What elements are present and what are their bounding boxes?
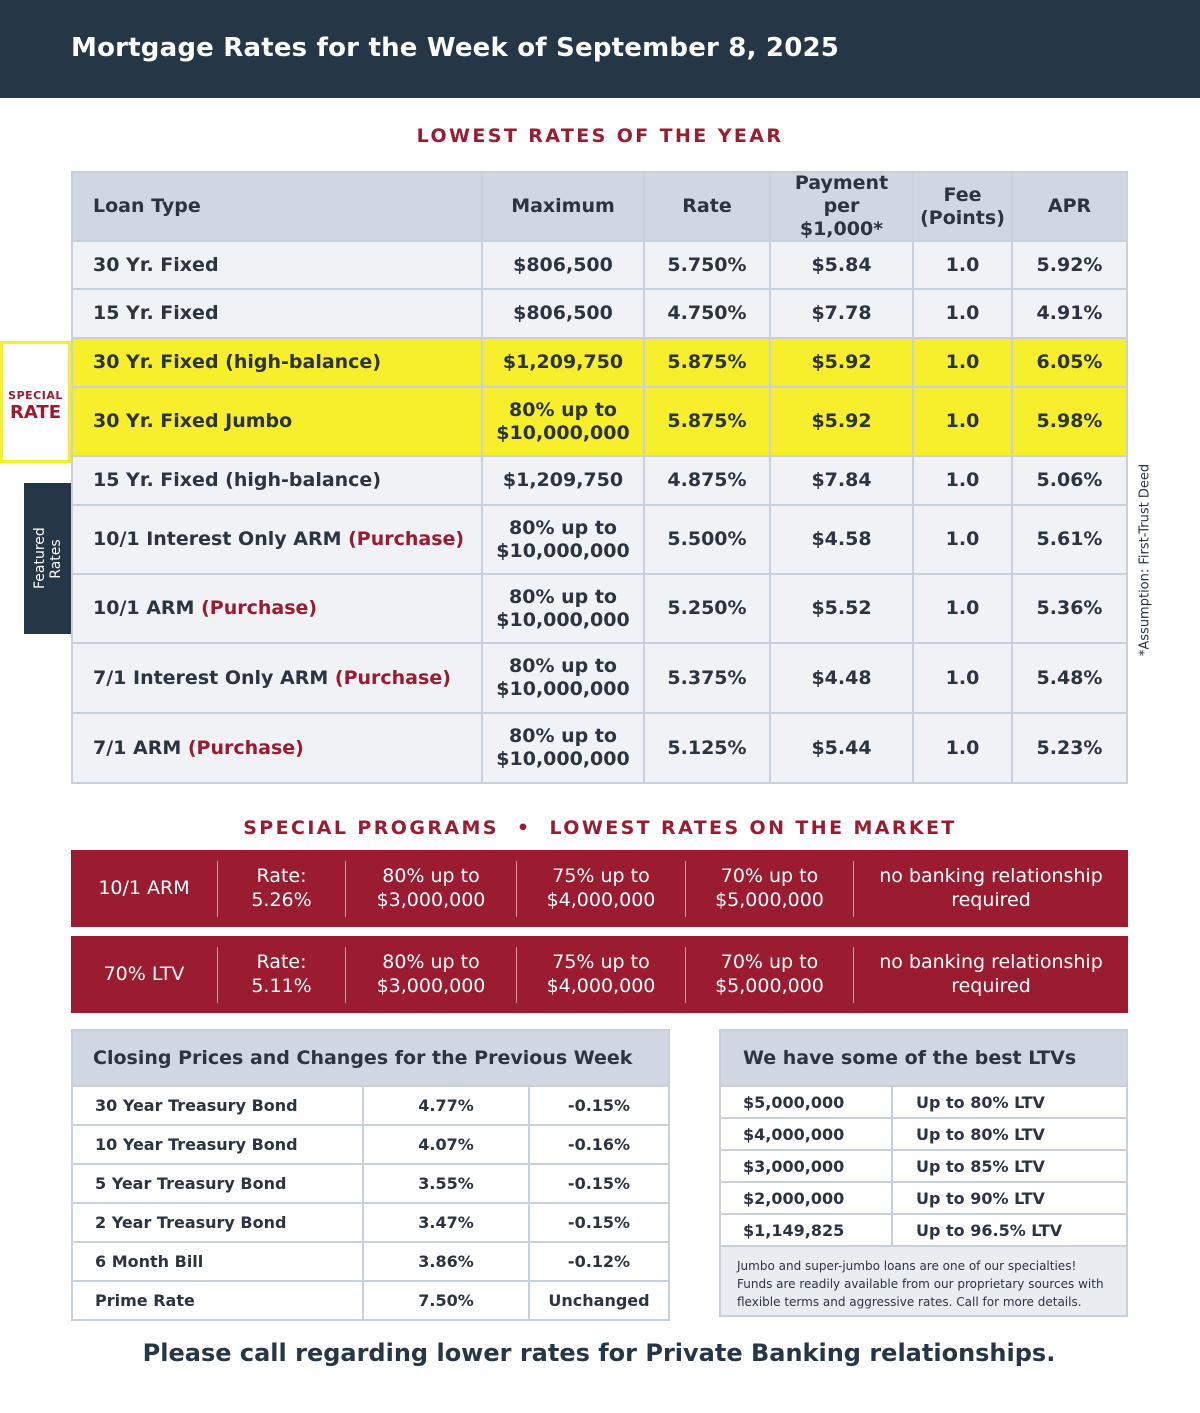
fee: 1.0 <box>912 242 1011 288</box>
page-title: Mortgage Rates for the Week of September 8, 2025 <box>71 33 840 63</box>
maximum: $806,500 <box>481 290 643 337</box>
program-tier: 80% up to $3,000,000 <box>345 861 516 917</box>
loan-amount: $1,149,825 <box>743 1220 845 1240</box>
table-row <box>73 386 1126 455</box>
closing-prices-table <box>71 1029 670 1321</box>
table-row <box>73 1241 668 1280</box>
loan-amount: $2,000,000 <box>743 1188 845 1208</box>
maximum: 80% up to $10,000,000 <box>481 388 643 455</box>
purchase-tag: (Purchase) <box>334 666 451 689</box>
apr: 5.98% <box>1011 388 1126 455</box>
maximum: 80% up to $10,000,000 <box>481 506 643 573</box>
program-name: 10/1 ARM <box>98 876 190 899</box>
program-bar <box>71 936 1128 1013</box>
program-name: 70% LTV <box>103 962 185 985</box>
program-rate: Rate: 5.11% <box>217 947 345 1003</box>
loan-type: 10/1 ARM (Purchase) <box>93 597 318 620</box>
closing-price: 3.47% <box>362 1204 528 1241</box>
purchase-tag: (Purchase) <box>201 597 318 620</box>
program-note: no banking relationship required <box>853 861 1128 917</box>
program-tier: 75% up to $4,000,000 <box>516 861 685 917</box>
instrument-name: 30 Year Treasury Bond <box>95 1096 298 1115</box>
ltv-value: Up to 85% LTV <box>891 1151 1126 1181</box>
table-row <box>73 642 1126 712</box>
payment: $4.58 <box>769 506 912 573</box>
payment: $5.84 <box>769 242 912 288</box>
column-header-loan-type: Loan Type <box>93 195 201 218</box>
instrument-name: 5 Year Treasury Bond <box>95 1174 287 1193</box>
maximum: $1,209,750 <box>481 457 643 504</box>
ltv-title: We have some of the best LTVs <box>721 1031 1126 1085</box>
apr: 5.61% <box>1011 506 1126 573</box>
loan-type: 30 Yr. Fixed (high-balance) <box>93 351 382 374</box>
loan-amount: $3,000,000 <box>743 1156 845 1176</box>
table-row <box>721 1117 1126 1149</box>
payment: $5.52 <box>769 575 912 642</box>
fee: 1.0 <box>912 457 1011 504</box>
instrument-name: 10 Year Treasury Bond <box>95 1135 298 1154</box>
table-row <box>73 1124 668 1163</box>
fee: 1.0 <box>912 506 1011 573</box>
fee: 1.0 <box>912 388 1011 455</box>
weekly-change: -0.16% <box>528 1126 668 1163</box>
table-row <box>73 288 1126 337</box>
table-row <box>73 240 1126 288</box>
table-row <box>73 573 1126 642</box>
weekly-change: Unchanged <box>528 1282 668 1319</box>
maximum: $1,209,750 <box>481 339 643 386</box>
assumption-note: *Assumption: First-Trust Deed <box>1137 463 1153 657</box>
programs-heading: SPECIAL PROGRAMS • LOWEST RATES ON THE MARKET <box>243 817 957 839</box>
table-row <box>73 337 1126 386</box>
loan-type: 7/1 ARM (Purchase) <box>93 736 304 759</box>
fee: 1.0 <box>912 714 1011 782</box>
ltv-note: Jumbo and super-jumbo loans are one of our specialties! Funds are readily available from our proprietary sources with flexible terms and aggressive rates. Call for more details. <box>721 1245 1126 1311</box>
rate: 4.750% <box>643 290 769 337</box>
rate: 5.750% <box>643 242 769 288</box>
payment: $5.92 <box>769 388 912 455</box>
table-row <box>73 1085 668 1124</box>
weekly-change: -0.15% <box>528 1165 668 1202</box>
purchase-tag: (Purchase) <box>187 736 304 759</box>
payment: $4.48 <box>769 644 912 712</box>
apr: 6.05% <box>1011 339 1126 386</box>
table-row <box>721 1181 1126 1213</box>
program-tier: 70% up to $5,000,000 <box>685 947 853 1003</box>
rate: 5.500% <box>643 506 769 573</box>
payment: $5.44 <box>769 714 912 782</box>
weekly-change: -0.15% <box>528 1204 668 1241</box>
column-header-maximum: Maximum <box>481 173 643 240</box>
table-row <box>73 1163 668 1202</box>
rate: 5.875% <box>643 388 769 455</box>
apr: 4.91% <box>1011 290 1126 337</box>
table-row <box>721 1149 1126 1181</box>
closing-prices-title: Closing Prices and Changes for the Previous Week <box>73 1031 668 1085</box>
purchase-tag: (Purchase) <box>348 528 465 551</box>
loan-amount: $4,000,000 <box>743 1124 845 1144</box>
rate: 5.375% <box>643 644 769 712</box>
table-row <box>73 712 1126 782</box>
closing-price: 3.86% <box>362 1243 528 1280</box>
loan-type: 30 Yr. Fixed <box>93 253 219 276</box>
table-row <box>721 1085 1126 1117</box>
closing-price: 7.50% <box>362 1282 528 1319</box>
rates-table-header <box>73 173 1126 240</box>
fee: 1.0 <box>912 644 1011 712</box>
fee: 1.0 <box>912 290 1011 337</box>
apr: 5.48% <box>1011 644 1126 712</box>
table-row <box>73 455 1126 504</box>
payment: $7.78 <box>769 290 912 337</box>
rates-table <box>71 171 1128 784</box>
rate: 4.875% <box>643 457 769 504</box>
fee: 1.0 <box>912 339 1011 386</box>
weekly-change: -0.15% <box>528 1087 668 1124</box>
program-tier: 75% up to $4,000,000 <box>516 947 685 1003</box>
table-row <box>73 1202 668 1241</box>
loan-type: 7/1 Interest Only ARM (Purchase) <box>93 666 451 689</box>
instrument-name: 6 Month Bill <box>95 1252 204 1271</box>
payment: $7.84 <box>769 457 912 504</box>
apr: 5.06% <box>1011 457 1126 504</box>
rate: 5.125% <box>643 714 769 782</box>
rate: 5.875% <box>643 339 769 386</box>
closing-price: 3.55% <box>362 1165 528 1202</box>
loan-type: 30 Yr. Fixed Jumbo <box>93 410 293 433</box>
apr: 5.36% <box>1011 575 1126 642</box>
program-tier: 80% up to $3,000,000 <box>345 947 516 1003</box>
featured-rates-tab: Featured Rates <box>24 483 71 634</box>
apr: 5.92% <box>1011 242 1126 288</box>
loan-type: 15 Yr. Fixed <box>93 302 219 325</box>
closing-price: 4.77% <box>362 1087 528 1124</box>
loan-type: 10/1 Interest Only ARM (Purchase) <box>93 528 465 551</box>
rate: 5.250% <box>643 575 769 642</box>
ltv-value: Up to 80% LTV <box>891 1087 1126 1117</box>
column-header-fee: Fee (Points) <box>912 173 1011 240</box>
ltv-box <box>719 1029 1128 1317</box>
column-header-payment: Payment per $1,000* <box>769 173 912 240</box>
special-rate-label: SPECIAL RATE <box>0 341 71 463</box>
payment: $5.92 <box>769 339 912 386</box>
ltv-value: Up to 80% LTV <box>891 1119 1126 1149</box>
instrument-name: Prime Rate <box>95 1291 195 1310</box>
ltv-value: Up to 90% LTV <box>891 1183 1126 1213</box>
page-header <box>0 0 1200 98</box>
program-note: no banking relationship required <box>853 947 1128 1003</box>
apr: 5.23% <box>1011 714 1126 782</box>
ltv-value: Up to 96.5% LTV <box>891 1215 1126 1245</box>
loan-amount: $5,000,000 <box>743 1092 845 1112</box>
maximum: $806,500 <box>481 242 643 288</box>
weekly-change: -0.12% <box>528 1243 668 1280</box>
column-header-rate: Rate <box>643 173 769 240</box>
program-bar <box>71 850 1128 927</box>
loan-type: 15 Yr. Fixed (high-balance) <box>93 469 382 492</box>
program-tier: 70% up to $5,000,000 <box>685 861 853 917</box>
table-row <box>73 504 1126 573</box>
maximum: 80% up to $10,000,000 <box>481 575 643 642</box>
footer-callout: Please call regarding lower rates for Private Banking relationships. <box>142 1339 1056 1367</box>
maximum: 80% up to $10,000,000 <box>481 714 643 782</box>
program-rate: Rate: 5.26% <box>217 861 345 917</box>
column-header-apr: APR <box>1011 173 1126 240</box>
closing-price: 4.07% <box>362 1126 528 1163</box>
table-row <box>721 1213 1126 1245</box>
instrument-name: 2 Year Treasury Bond <box>95 1213 287 1232</box>
maximum: 80% up to $10,000,000 <box>481 644 643 712</box>
table-row <box>73 1280 668 1319</box>
fee: 1.0 <box>912 575 1011 642</box>
rates-heading: LOWEST RATES OF THE YEAR <box>416 125 784 147</box>
